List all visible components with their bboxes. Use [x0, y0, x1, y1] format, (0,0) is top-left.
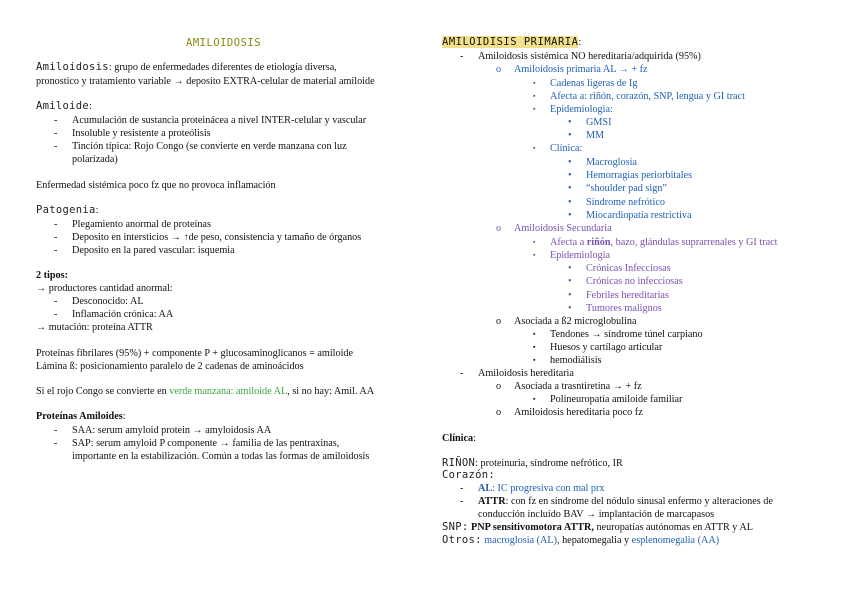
circle-bullet: o: [496, 407, 502, 418]
snp-label: SNP:: [442, 521, 469, 533]
dash-bullet: -: [54, 245, 58, 256]
circle-bullet: o: [496, 316, 502, 327]
dot-bullet: •: [568, 130, 572, 141]
saa-item: SAA: serum amyloid protein → amyloidosis AA: [72, 425, 272, 436]
dot-bullet: •: [568, 197, 572, 208]
afecta2-text-bold: riñón: [586, 237, 611, 248]
patogenia-item: Deposito en la pared vascular: isquemia: [72, 245, 235, 256]
patogenia-heading: Patogenia:: [36, 204, 99, 216]
sistemica-line: Amiloidosis sistémica NO hereditaria/adquirida (95%): [478, 51, 701, 62]
afecta2-line: [550, 236, 777, 249]
primaria-al: Amiloidosis primaria AL → + fz: [514, 64, 648, 75]
tipos-sub-item: Desconocido: AL: [72, 296, 144, 307]
circle-bullet: o: [496, 64, 502, 75]
dash-bullet: -: [54, 232, 58, 243]
attr-label: ATTR: [478, 496, 506, 507]
corazon-heading: Corazón:: [442, 469, 495, 481]
tipos-sub-item: Inflamación crónica: AA: [72, 309, 174, 320]
snp-text: neuropatías autónomas en ATTR y AL: [593, 522, 753, 533]
square-bullet: ▪: [533, 356, 536, 364]
rojo-text-b: , si no hay: Amil. AA: [287, 386, 375, 397]
otros-label: Otros:: [442, 534, 482, 546]
polineuropatia-line: Polineuropatía amiloide familiar: [550, 394, 683, 405]
dot-bullet: •: [568, 183, 572, 194]
definition-text-1: : grupo de enfermedades diferentes de etiología diversa,: [108, 62, 337, 73]
sap-item-1: SAP: serum amyloid P componente → familia de las pentraxinas,: [72, 438, 340, 449]
dot-bullet: •: [568, 117, 572, 128]
square-bullet: ▪: [533, 144, 536, 152]
attr-line-2: conducción incluido BAV → implantación de marcapasos: [478, 509, 715, 520]
tipos-heading: 2 tipos:: [36, 270, 68, 281]
rinon-label: RIÑON: [442, 457, 476, 469]
rojo-text-a: Si el rojo Congo se convierte en: [36, 386, 170, 397]
dash-bullet: -: [460, 483, 464, 494]
b2-line: Asociada a ß2 microglobulina: [514, 316, 637, 327]
clinica-heading-colon: :: [473, 433, 476, 444]
clinica-heading-text: Clínica: [442, 433, 474, 444]
dot-bullet: •: [568, 290, 572, 301]
square-bullet: ▪: [533, 79, 536, 87]
al-line: [478, 482, 604, 495]
definition-line-2: pronostico y tratamiento variable → deposito EXTRA-celular de material amiloide: [36, 76, 375, 87]
amiloide-heading-text: Amiloide: [36, 100, 89, 112]
dash-bullet: -: [54, 425, 58, 436]
hereditaria-line: Amiloidosis hereditaria: [478, 368, 574, 379]
square-bullet: ▪: [533, 238, 536, 246]
left-title: AMILOIDOSIS: [186, 37, 262, 49]
enfermedad-sistemica: Enfermedad sistémica poco fz que no provoca inflamación: [36, 180, 276, 191]
square-bullet: ▪: [533, 330, 536, 338]
otros-mid: , hepatomegalia y: [556, 535, 632, 546]
patogenia-item: Plegamiento anormal de proteínas: [72, 219, 211, 230]
square-bullet: ▪: [533, 92, 536, 100]
rojo-congo-line: [36, 385, 374, 398]
snp-line: [442, 521, 753, 534]
al-text: : IC progresiva con mal prx: [492, 483, 605, 494]
epi2-item: Tumores malignos: [586, 303, 662, 314]
definition-line-1: [36, 61, 337, 74]
epidemiologia2-line: Epidemiologia: [550, 250, 610, 261]
fibrilares-line: Proteínas fibrilares (95%) + componente P + glucosaminoglicanos = amiloide: [36, 348, 354, 359]
square-bullet: ▪: [533, 251, 536, 259]
al-label: AL: [478, 483, 493, 494]
clinica-item: Hemorragias periorbitales: [586, 170, 693, 181]
square-bullet: ▪: [533, 395, 536, 403]
epi2-item: Crónicas no infecciosas: [586, 276, 683, 287]
dash-bullet: -: [54, 438, 58, 449]
epi2-item: Crónicas Infecciosas: [586, 263, 671, 274]
patogenia-item: Deposito en intersticios → ↑de peso, consistencia y tamaño de órganos: [72, 232, 362, 243]
proteinas-heading-text: Proteínas Amiloides: [36, 411, 123, 422]
afecta-line: Afecta a: riñón, corazón, SNP, lengua y GI tract: [550, 91, 745, 102]
circle-bullet: o: [496, 381, 502, 392]
otros-blue-1: macroglosia (AL): [484, 535, 557, 546]
patogenia-heading-text: Patogenia: [36, 204, 96, 216]
amiloide-item: Tinción típica: Rojo Congo (se convierte en verde manzana con luz: [72, 141, 347, 152]
clinica-item: Macroglosia: [586, 157, 637, 168]
dash-bullet: -: [460, 496, 464, 507]
dash-bullet: -: [54, 296, 58, 307]
afecta2-text-c: , bazo, glándulas suprarrenales y GI tract: [610, 237, 778, 248]
transtiretina-line: Asociada a trasntiretina → + fz: [514, 381, 642, 392]
dash-bullet: -: [54, 141, 58, 152]
amiloide-item-cont: polarizada): [72, 154, 118, 165]
proteinas-colon: :: [122, 411, 126, 422]
dot-bullet: •: [568, 170, 572, 181]
attr-line-1: [478, 495, 773, 508]
lamina-line: Lámina ß: posicionamiento paralelo de 2 cadenas de aminoácidos: [36, 361, 304, 372]
right-title: [442, 36, 581, 49]
rinon-text: : proteinuria, síndrome nefrótico, IR: [475, 458, 623, 469]
dash-bullet: -: [54, 128, 58, 139]
dot-bullet: •: [568, 276, 572, 287]
dot-bullet: •: [568, 263, 572, 274]
clinica-line: Clínica:: [550, 143, 583, 154]
dot-bullet: •: [568, 303, 572, 314]
square-bullet: ▪: [533, 343, 536, 351]
cadenas-line: Cadenas ligeras de Ig: [550, 78, 638, 89]
epidemiologia-line: Epidemiologia:: [550, 104, 613, 115]
right-title-colon: :: [578, 37, 582, 48]
mm-line: MM: [586, 130, 605, 141]
dot-bullet: •: [568, 210, 572, 221]
dash-bullet: -: [54, 309, 58, 320]
proteinas-heading: [36, 410, 126, 423]
right-title-text: AMILOIDISIS PRIMARIA: [442, 36, 579, 48]
secundaria-line: Amiloidosis Secundaria: [514, 223, 612, 234]
afecta2-text-a: Afecta a: [550, 237, 587, 248]
tipos-line-2: → mutación: proteína ATTR: [36, 322, 153, 333]
dot-bullet: •: [568, 157, 572, 168]
dash-bullet: -: [460, 368, 464, 379]
circle-bullet: o: [496, 223, 502, 234]
clinica-item: Miocardiopatía restrictiva: [586, 210, 692, 221]
sap-item-2: importante en la estabilización. Común a todas las formas de amiloidosis: [72, 451, 370, 462]
b2-item: Huesos y cartílago articular: [550, 342, 663, 353]
clinica-item: Síndrome nefrótico: [586, 197, 665, 208]
dash-bullet: -: [54, 115, 58, 126]
otros-blue-2: esplenomegalia (AA): [631, 535, 720, 546]
snp-bold: PNP sensitivomotora ATTR,: [471, 522, 594, 533]
square-bullet: ▪: [533, 105, 536, 113]
otros-line: [442, 534, 719, 547]
definition-term: Amiloidosis: [36, 61, 109, 73]
clinica-item: “shoulder pad sign”: [586, 183, 667, 194]
amiloide-item: Acumulación de sustancia proteinácea a nivel INTER-celular y vascular: [72, 115, 367, 126]
dash-bullet: -: [460, 51, 464, 62]
rojo-text-green: verde manzana: amiloide AL: [169, 386, 288, 397]
b2-item: hemodiálisis: [550, 355, 602, 366]
epi2-item: Febriles hereditarias: [586, 290, 669, 301]
attr-text-1: : con fz en síndrome del nódulo sinusal enfermo y alteraciones de: [505, 496, 773, 507]
amiloide-heading: Amiloide:: [36, 100, 92, 112]
b2-item: Tendones → síndrome túnel carpiano: [550, 329, 703, 340]
hereditaria-poco-line: Amiloidosis hereditaria poco fz: [514, 407, 643, 418]
clinica-heading: [442, 432, 476, 445]
tipos-line-1: → productores cantidad anormal:: [36, 283, 173, 294]
dash-bullet: -: [54, 219, 58, 230]
amiloide-item: Insoluble y resistente a proteólisis: [72, 128, 211, 139]
gmsi-line: GMSI: [586, 117, 612, 128]
